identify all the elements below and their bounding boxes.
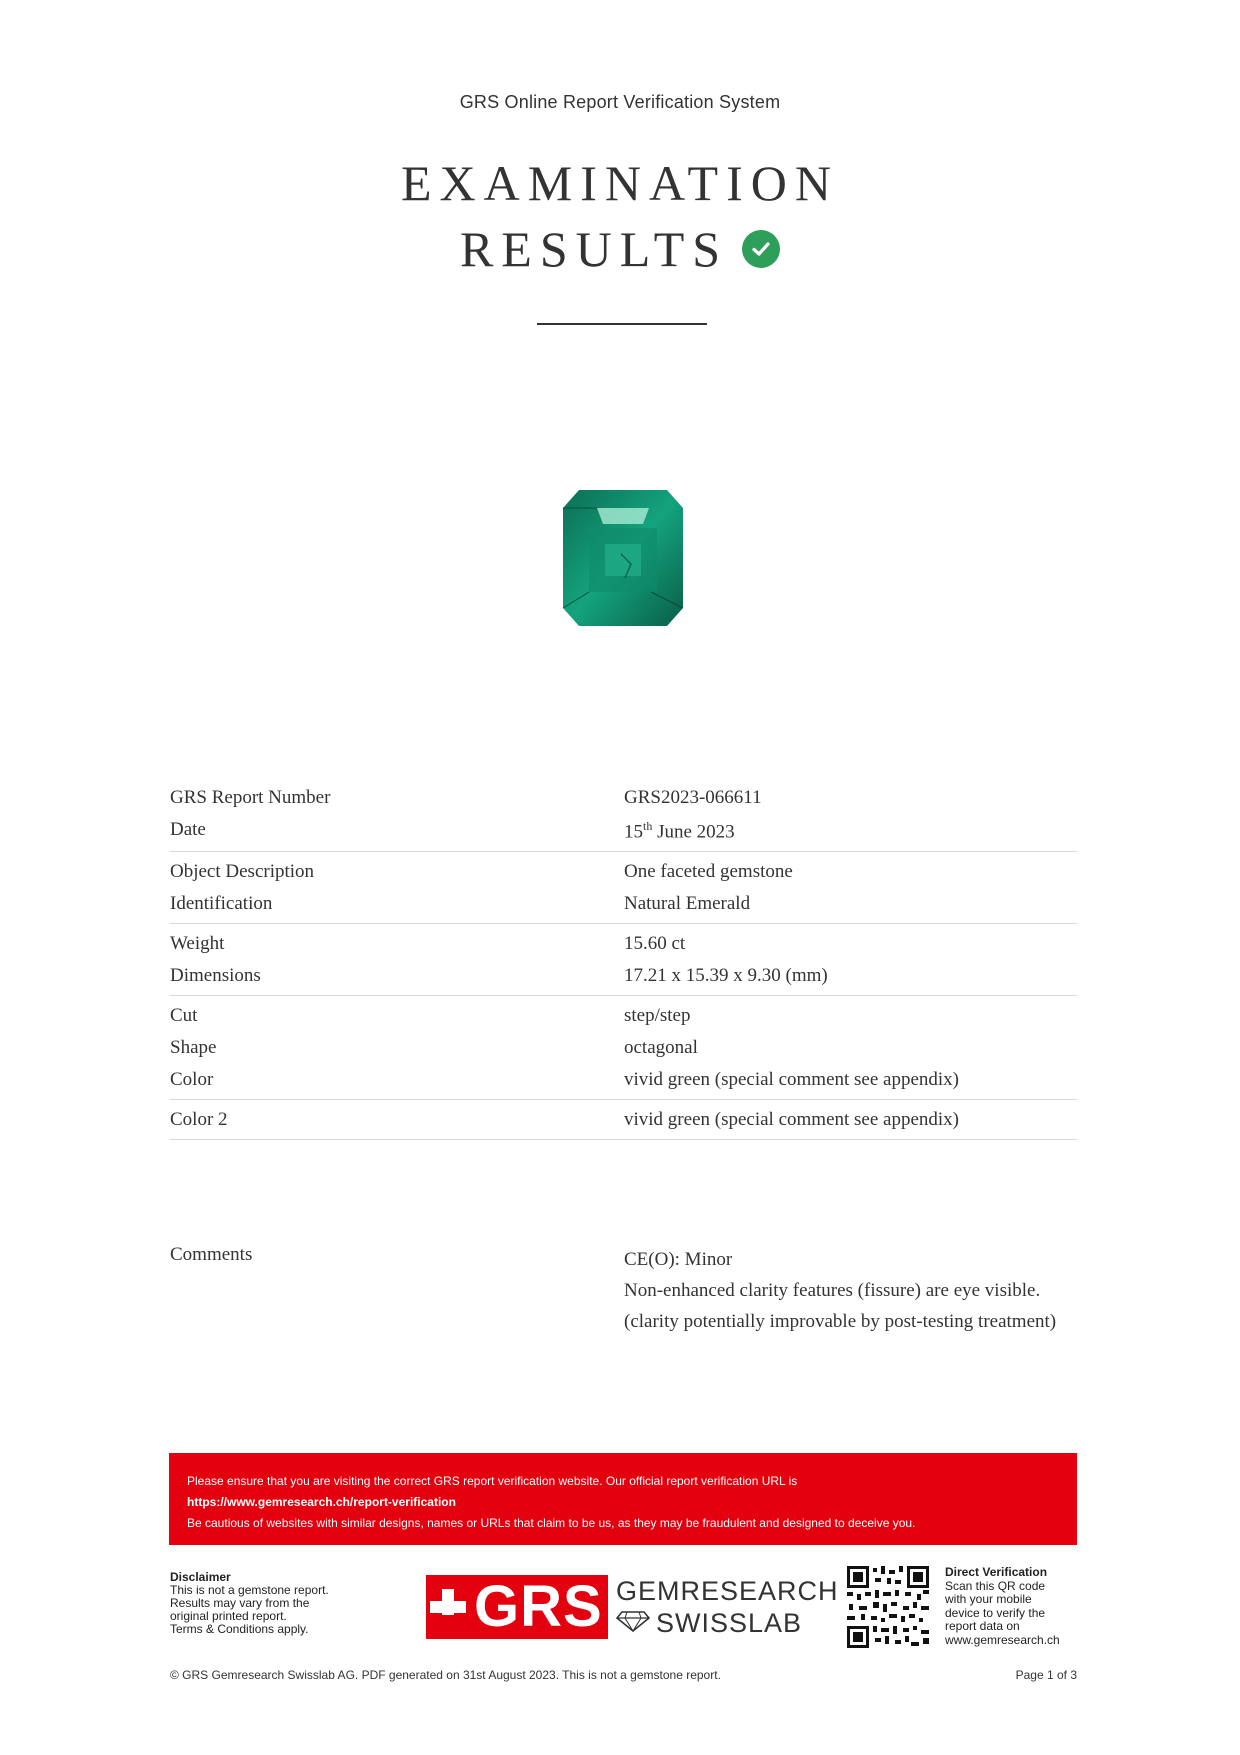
- report-details-table: [170, 782, 1077, 1140]
- cut-value: step/step: [624, 1005, 691, 1027]
- warning-text: Be cautious of websites with similar designs, names or URLs that claim to be us, as they may be fraudulent and designed to deceive you.: [187, 1516, 916, 1530]
- disclaimer-title: Disclaimer: [170, 1570, 231, 1584]
- direct-verification: Direct Verification Scan this QR code with your mobile device to verify the report data on www.gemresearch.ch: [945, 1566, 1085, 1647]
- warning-text: Please ensure that you are visiting the correct GRS report verification website. Our official report verification URL is: [187, 1474, 798, 1488]
- color-value: vivid green (special comment see appendix): [624, 1064, 1077, 1100]
- date-label: Date: [170, 814, 624, 852]
- object-description-label: Object Description: [170, 861, 315, 883]
- object-description-value: One faceted gemstone: [624, 861, 793, 883]
- website-link[interactable]: www.gemresearch.ch: [945, 1632, 1060, 1647]
- comment-line: Non-enhanced clarity features (fissure) are eye visible.: [624, 1280, 1041, 1301]
- check-circle-icon: [742, 230, 780, 268]
- date-value: 15th June 2023: [624, 814, 1077, 852]
- disclaimer: Disclaimer This is not a gemstone report. Results may vary from the original printed report. Terms & Conditions apply.: [170, 1571, 370, 1636]
- report-number-label: GRS Report Number: [170, 787, 331, 808]
- identification-value: Natural Emerald: [624, 888, 1077, 924]
- color-label: Color: [170, 1064, 624, 1100]
- logo-gemresearch-text: GEMRESEARCH: [616, 1576, 839, 1606]
- color2-value: vivid green (special comment see appendix): [624, 1100, 1077, 1140]
- color2-label: Color 2: [170, 1100, 624, 1140]
- direct-verification-title: Direct Verification: [945, 1565, 1048, 1579]
- shape-value: octagonal: [624, 1037, 698, 1059]
- dimensions-label: Dimensions: [170, 960, 624, 996]
- logo-swisslab-text: SWISSLAB: [656, 1608, 803, 1638]
- title-divider: [537, 323, 707, 325]
- weight-label: Weight: [170, 933, 225, 955]
- fraud-warning-banner: [169, 1453, 1077, 1545]
- page-title: [0, 150, 1240, 282]
- title-line-1: EXAMINATION: [401, 155, 839, 211]
- title-line-2: RESULTS: [459, 221, 729, 277]
- weight-value: 15.60 ct: [624, 933, 686, 955]
- comment-line: (clarity potentially improvable by post-testing treatment): [624, 1311, 1057, 1332]
- gemstone-image: [561, 488, 685, 633]
- copyright-text: © GRS Gemresearch Swisslab AG. PDF generated on 31st August 2023. This is not a gemstone report.: [170, 1668, 721, 1682]
- comments-label: Comments: [170, 1244, 253, 1265]
- diamond-icon: [616, 1607, 650, 1639]
- page-footer: [170, 1668, 1077, 1682]
- verification-url-link[interactable]: https://www.gemresearch.ch/report-verification: [187, 1495, 456, 1509]
- comment-line: CE(O): Minor: [624, 1249, 733, 1270]
- logo-grs-text: GRS: [474, 1574, 603, 1639]
- identification-label: Identification: [170, 888, 624, 924]
- report-number-value: GRS2023-066611: [624, 787, 762, 808]
- swiss-cross-icon: [426, 1575, 474, 1639]
- comments-value: [624, 1244, 1084, 1337]
- qr-code: [847, 1566, 929, 1653]
- cut-label: Cut: [170, 1005, 198, 1027]
- dimensions-value: 17.21 x 15.39 x 9.30 (mm): [624, 960, 1077, 996]
- page-number: Page 1 of 3: [1015, 1668, 1077, 1682]
- grs-logo: [426, 1573, 839, 1641]
- shape-label: Shape: [170, 1037, 217, 1059]
- page-subtitle: GRS Online Report Verification System: [459, 92, 781, 112]
